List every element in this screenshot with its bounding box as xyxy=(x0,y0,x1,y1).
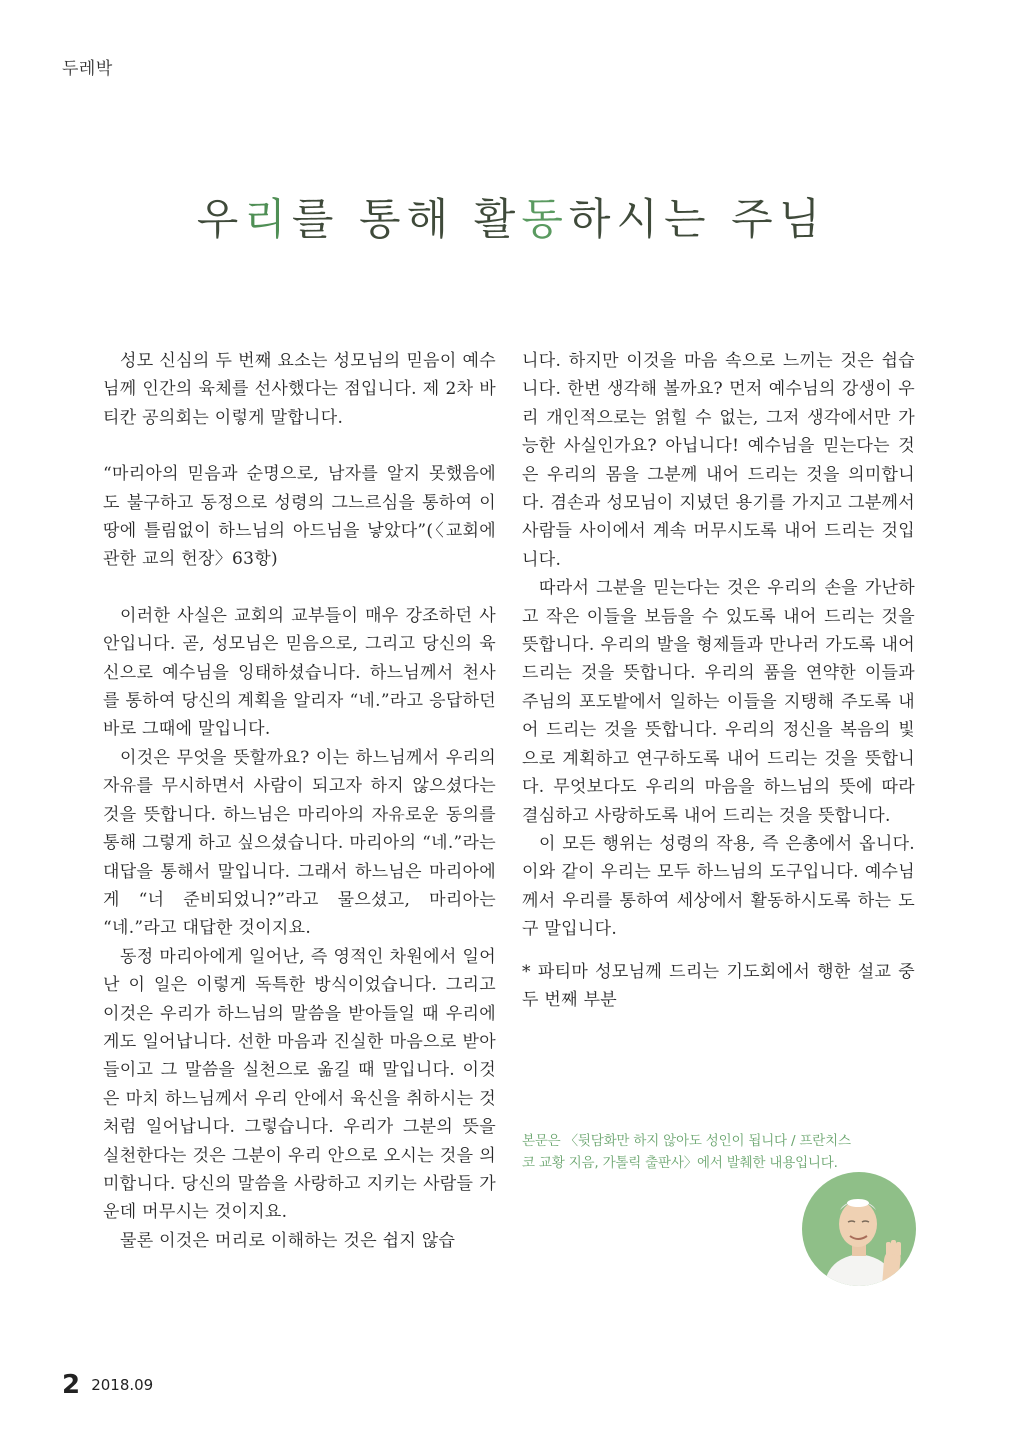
issue-date: 2018.09 xyxy=(91,1376,154,1394)
paragraph: 물론 이것은 머리로 이해하는 것은 쉽지 않습 xyxy=(120,1230,456,1251)
paragraph: 이 모든 행위는 성령의 작용, 즉 은총에서 옵니다. 이와 같이 우리는 모두 하느님의 도구입니다. 예수님께서 우리를 통하여 세상에서 활동하시도록 하는 도구 말입니다. xyxy=(522,833,915,940)
pope-portrait-image xyxy=(802,1172,916,1286)
paragraph: 따라서 그분을 믿는다는 것은 우리의 손을 가난하고 작은 이들을 보듬을 수 있도록 내어 드리는 것을 뜻합니다. 우리의 발을 형제들과 만나러 가도록 내어 드리는 것을 뜻합니다. 우리의 품을 연약한 이들과 주님의 포도밭에서 일하는 이들을 지탱해 주도록 내어 드리는 것을 뜻합니다. 우리의 정신을 복음의 빛으로 계획하고 연구하도록 내어 드리는 것을 뜻합니다. 무엇보다도 우리의 마음을 하느님의 뜻에 따라 결심하고 사랑하도록 내어 드리는 것을 뜻합니다. xyxy=(522,578,915,826)
section-label: 두레박 xyxy=(62,59,113,79)
article-column-left xyxy=(103,347,496,1255)
portrait-illustration xyxy=(802,1172,916,1286)
paragraph: 성모 신심의 두 번째 요소는 성모님의 믿음이 예수님께 인간의 육체를 선사했다는 점입니다. 제 2차 바티칸 공의회는 이렇게 말합니다. xyxy=(103,351,496,428)
page-number: 2 xyxy=(62,1370,81,1400)
article-title: 우리를 통해 활동하시는 주님 xyxy=(196,195,827,245)
article-column-right xyxy=(522,347,915,1014)
paragraph: 니다. 하지만 이것을 마음 속으로 느끼는 것은 쉽습니다. 한번 생각해 볼까요? 먼저 예수님의 강생이 우리 개인적으로는 얽힐 수 없는, 그저 생각에서만 가능한 사실인가요? 아닙니다! 예수님을 믿는다는 것은 우리의 몸을 그분께 내어 드리는 것을 의미합니다. 겸손과 성모님이 지녔던 용기를 가지고 그분께서 사람들 사이에서 계속 머무시도록 내어 드리는 것입니다. xyxy=(522,351,915,570)
paragraph: 동정 마리아에게 일어난, 즉 영적인 차원에서 일어난 이 일은 이렇게 독특한 방식이었습니다. 그리고 이것은 우리가 하느님의 말씀을 받아들일 때 우리에게도 일어납니다. 선한 마음과 진실한 마음으로 받아들이고 그 말씀을 실천으로 옮길 때 말입니다. 이것은 마치 하느님께서 우리 안에서 육신을 취하시는 것처럼 일어납니다. 그렇습니다. 우리가 그분의 뜻을 실천한다는 것은 그분이 우리 안으로 오시는 것을 의미합니다. 당신의 말씀을 사랑하고 지키는 사람들 가운데 머무시는 것이지요. xyxy=(103,946,496,1223)
paragraph: 이러한 사실은 교회의 교부들이 매우 강조하던 사안입니다. 곧, 성모님은 믿음으로, 그리고 당신의 육신으로 예수님을 잉태하셨습니다. 하느님께서 천사를 통하여 당신의 계획을 알리자 “네.”라고 응답하던 바로 그때에 말입니다. xyxy=(103,605,496,740)
footnote: * 파티마 성모님께 드리는 기도회에서 행한 설교 중 두 번째 부분 xyxy=(522,961,915,1010)
paragraph: 이것은 무엇을 뜻할까요? 이는 하느님께서 우리의 자유를 무시하면서 사람이 되고자 하지 않으셨다는 것을 뜻합니다. 하느님은 마리아의 자유로운 동의를 통해 그렇게 하고 싶으셨습니다. 마리아의 “네.”라는 대답을 통해서 말입니다. 그래서 하느님은 마리아에게 “너 준비되었니?”라고 물으셨고, 마리아는 “네.”라고 대답한 것이지요. xyxy=(103,747,496,939)
page-footer xyxy=(62,1370,153,1400)
source-note: 본문은 〈뒷담화만 하지 않아도 성인이 됩니다 / 프란치스코 교황 지음, 가톨릭 출판사〉에서 발췌한 내용입니다. xyxy=(522,1133,851,1171)
quote-paragraph: “마리아의 믿음과 순명으로, 남자를 알지 못했음에도 불구하고 동정으로 성령의 그느르심을 통하여 이 땅에 틀림없이 하느님의 아드님을 낳았다”(〈교회에 관한 교의 헌장〉63항) xyxy=(103,464,496,570)
